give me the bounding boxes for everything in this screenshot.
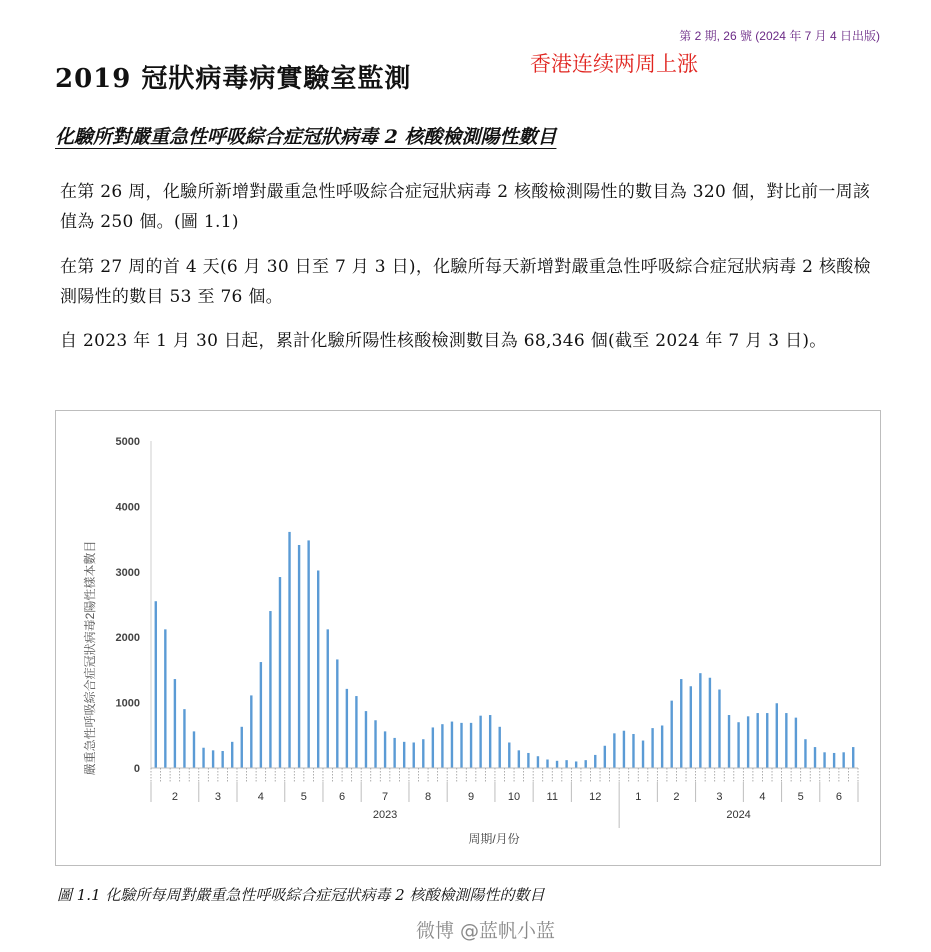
chart-bar	[823, 752, 825, 768]
chart-bar	[422, 739, 424, 768]
month-label: 4	[759, 791, 766, 803]
chart-bar	[785, 713, 787, 768]
paragraph-week26: 在第 26 周，化驗所新增對嚴重急性呼吸綜合症冠狀病毒 2 核酸檢測陽性的數目為 320 個，對比前一周該值為 250 個。(圖 1.1)	[60, 182, 871, 232]
chart-bar	[183, 709, 185, 768]
chart-bar	[317, 570, 319, 768]
chart-bar	[479, 716, 481, 768]
chart-bar	[155, 601, 157, 768]
chart-bar	[355, 696, 357, 768]
y-tick-label: 3000	[115, 566, 140, 579]
chart-bar	[690, 686, 692, 768]
chart-bar	[413, 742, 415, 768]
chart-bar	[651, 728, 653, 768]
y-tick-label: 4000	[115, 501, 140, 514]
chart-bar	[527, 753, 529, 768]
chart-bar	[594, 755, 596, 768]
chart-bar	[804, 739, 806, 768]
chart-bar	[537, 756, 539, 768]
chart-bar	[365, 711, 367, 768]
chart-bar	[221, 751, 223, 768]
month-label: 7	[382, 791, 389, 803]
chart-bar	[776, 703, 778, 768]
chart-bar	[632, 734, 634, 768]
x-axis-label: 周期/月份	[468, 832, 520, 846]
year-label: 2023	[372, 809, 398, 821]
chart-bar	[604, 746, 606, 768]
chart-bar	[241, 727, 243, 768]
chart-bar	[451, 722, 453, 768]
chart-bar	[661, 725, 663, 768]
chart-bar	[250, 695, 252, 768]
chart-bar	[671, 701, 673, 768]
chart-bar	[728, 715, 730, 768]
year-label: 2024	[726, 809, 751, 821]
watermark: 微博 @蓝帆小蓝	[416, 920, 556, 942]
overlay-annotation: 香港连续两周上涨	[530, 52, 698, 76]
chart-bar	[795, 718, 797, 768]
y-axis-label: 嚴重急性呼吸綜合症冠狀病毒2陽性樣本數目	[83, 540, 97, 776]
month-label: 5	[300, 791, 307, 803]
chart-bar	[766, 713, 768, 768]
month-label: 5	[797, 791, 804, 803]
chart-bar	[202, 748, 204, 768]
y-tick-label: 1000	[115, 697, 140, 710]
chart-bar	[518, 750, 520, 768]
chart-bar	[642, 741, 644, 768]
chart-frame	[55, 410, 881, 866]
positive-tests-bar-chart	[56, 411, 880, 865]
month-label: 3	[716, 791, 723, 803]
chart-bar	[307, 540, 309, 768]
month-label: 12	[589, 791, 602, 803]
chart-bar	[327, 629, 329, 768]
chart-bar	[575, 761, 577, 768]
chart-bar	[279, 577, 281, 768]
chart-bar	[546, 760, 548, 769]
chart-bar	[699, 673, 701, 768]
chart-bar	[756, 713, 758, 768]
chart-bar	[174, 679, 176, 768]
chart-bar	[623, 731, 625, 768]
month-label: 6	[835, 791, 842, 803]
chart-bar	[432, 727, 434, 768]
month-label: 6	[339, 791, 346, 803]
month-label: 1	[635, 791, 642, 803]
chart-bar	[269, 611, 271, 768]
y-tick-label: 5000	[115, 436, 140, 448]
chart-bar	[231, 742, 233, 768]
chart-bar	[508, 742, 510, 768]
chart-bar	[852, 747, 854, 768]
chart-bar	[384, 731, 386, 768]
chart-bar	[718, 690, 720, 768]
y-tick-label: 0	[133, 763, 140, 775]
chart-bar	[499, 727, 501, 768]
section-subtitle: 化驗所對嚴重急性呼吸綜合症冠狀病毒 2 核酸檢測陽性數目	[55, 126, 557, 148]
month-label: 3	[214, 791, 221, 803]
month-label: 9	[467, 791, 475, 803]
chart-bar	[346, 689, 348, 768]
month-label: 8	[425, 791, 432, 803]
chart-bar	[680, 679, 682, 768]
chart-bar	[585, 760, 587, 768]
month-label: 2	[673, 791, 680, 803]
chart-bar	[374, 720, 376, 768]
chart-bar	[814, 747, 816, 768]
chart-bar	[193, 731, 195, 768]
chart-bar	[336, 659, 338, 768]
page-title: 2019 冠狀病毒病實驗室監測	[55, 64, 412, 94]
chart-bar	[164, 629, 166, 768]
chart-bar	[747, 716, 749, 768]
chart-bar	[709, 678, 711, 768]
chart-bar	[260, 662, 262, 768]
chart-bar	[470, 723, 472, 768]
chart-bar	[489, 715, 491, 768]
chart-bar	[565, 760, 567, 768]
chart-bar	[556, 761, 558, 768]
chart-bar	[441, 724, 443, 768]
chart-bar	[613, 733, 615, 768]
paragraph-week27: 在第 27 周的首 4 天(6 月 30 日至 7 月 3 日)，化驗所每天新增對嚴重急性呼吸綜合症冠狀病毒 2 核酸檢測陽性的數目 53 至 76 個。	[60, 257, 871, 307]
month-label: 2	[171, 791, 178, 803]
chart-bar	[460, 723, 462, 768]
chart-bar	[737, 722, 739, 768]
chart-bar	[288, 532, 290, 768]
month-label: 4	[257, 791, 264, 803]
chart-bar	[393, 738, 395, 768]
month-label: 11	[546, 791, 558, 803]
chart-bar	[298, 545, 300, 768]
chart-bar	[212, 750, 214, 768]
paragraph-cumulative: 自 2023 年 1 月 30 日起，累計化驗所陽性核酸檢測數目為 68,346 個(截至 2024 年 7 月 3 日)。	[60, 331, 827, 351]
y-tick-label: 2000	[115, 632, 140, 645]
chart-bar	[833, 753, 835, 768]
chart-bar	[842, 752, 844, 768]
month-label: 10	[507, 791, 521, 803]
chart-bar	[403, 742, 405, 768]
issue-line: 第 2 期, 26 號 (2024 年 7 月 4 日出版)	[679, 29, 880, 43]
figure-caption: 圖 1.1 化驗所每周對嚴重急性呼吸綜合症冠狀病毒 2 核酸檢測陽性的數目	[57, 886, 545, 904]
